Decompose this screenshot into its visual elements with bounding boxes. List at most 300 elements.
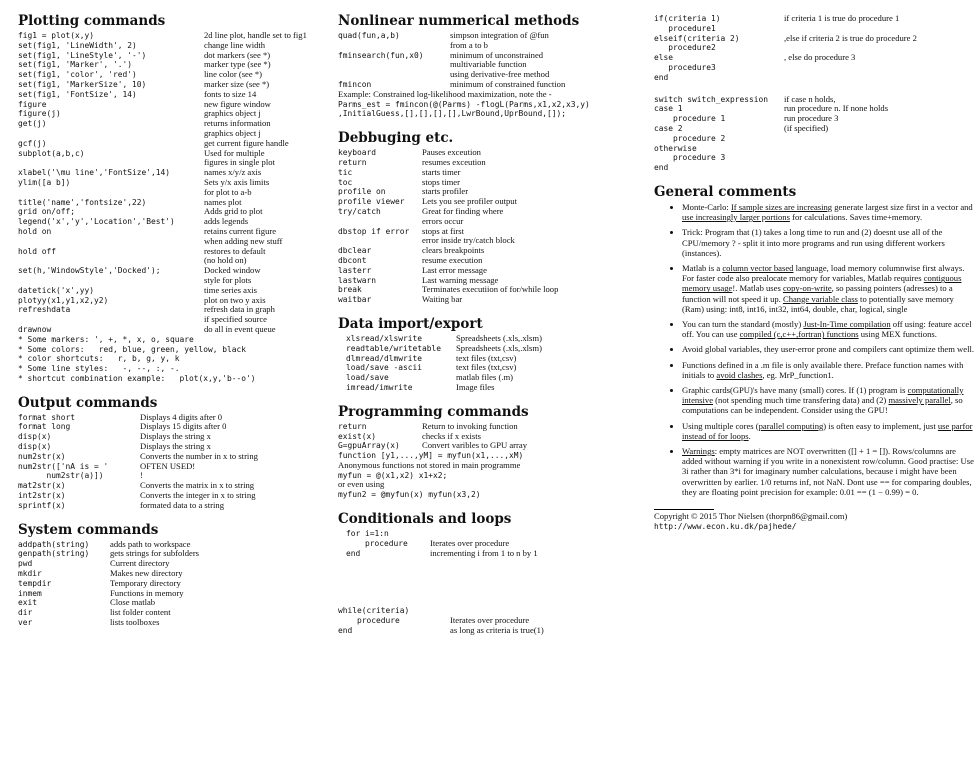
command-description: time series axis bbox=[204, 284, 257, 295]
command-code bbox=[18, 237, 204, 247]
note-line: * Some colors: red, blue, green, yellow, black bbox=[18, 344, 247, 354]
debug-table bbox=[338, 148, 638, 305]
command-description: dot markers (see *) bbox=[204, 49, 271, 60]
command-row bbox=[18, 256, 336, 266]
command-row bbox=[18, 237, 336, 247]
command-row bbox=[654, 53, 974, 63]
comment-item: • Warnings: empty matrices are NOT overwritten ([] + 1 = []). Rows/columns are added without warning if you write in a nonexistent row/column. Good practise: Use 3i rather than 3*i for imaginary number calculations, because i might have been overwritten by earlier. 1/0 returns inf, not NaN. Dont use == for comparing doubles, they are floating point precision for example: 0.01 == (1 − 0.99) = 0. bbox=[682, 446, 974, 497]
command-description: adds path to workspace bbox=[110, 538, 191, 549]
command-code: procedure bbox=[338, 616, 400, 626]
command-description: from a to b bbox=[450, 39, 488, 50]
command-code: get(j) bbox=[18, 119, 47, 129]
section-output bbox=[18, 396, 336, 511]
command-row bbox=[18, 168, 336, 178]
command-row bbox=[338, 626, 638, 636]
command-description: Used for multiple bbox=[204, 147, 265, 158]
command-description: new figure window bbox=[204, 98, 271, 109]
command-row bbox=[338, 422, 638, 432]
command-row bbox=[338, 158, 638, 168]
command-code: dbclear bbox=[338, 246, 372, 256]
command-code: else bbox=[654, 53, 674, 63]
command-description: adds legends bbox=[204, 216, 249, 227]
command-code: end bbox=[338, 626, 353, 636]
command-description: OFTEN USED! bbox=[140, 460, 196, 471]
command-code: tic bbox=[338, 167, 353, 177]
command-description: lists toolboxes bbox=[110, 617, 160, 628]
comment-item: • Trick: Program that (1) takes a long time to run and (2) doesnt use all of the CPU/memory ? - split it into more programs and run using different workers (instances). bbox=[682, 227, 974, 258]
command-code bbox=[18, 158, 204, 168]
command-code: waitbar bbox=[338, 295, 372, 305]
command-row bbox=[18, 598, 336, 608]
command-description: Return to invoking function bbox=[422, 420, 518, 431]
command-row bbox=[18, 60, 336, 70]
command-code: mkdir bbox=[18, 569, 42, 579]
command-code: title('name','fontsize',22) bbox=[18, 197, 147, 207]
anon-or-using: or even using bbox=[338, 479, 385, 490]
column-right bbox=[654, 14, 974, 532]
command-row bbox=[338, 295, 638, 305]
command-code: end bbox=[654, 72, 669, 82]
command-code: refreshdata bbox=[18, 305, 71, 315]
command-code: quad(fun,a,b) bbox=[338, 31, 400, 40]
command-description: run procedure n. If none holds bbox=[784, 103, 889, 114]
command-description: (if specified) bbox=[784, 122, 829, 133]
command-row bbox=[18, 80, 336, 90]
command-description: Close matlab bbox=[110, 597, 156, 608]
command-code bbox=[18, 276, 204, 286]
command-code: hold off bbox=[18, 246, 57, 256]
command-description: as long as criteria is true(1) bbox=[450, 625, 544, 636]
command-code: format long bbox=[18, 422, 71, 432]
command-description: checks if x exists bbox=[422, 430, 481, 441]
section-programming bbox=[338, 405, 638, 500]
command-code: grid on/off; bbox=[18, 207, 76, 217]
command-code: while(criteria) bbox=[338, 606, 410, 616]
command-code: exist(x) bbox=[338, 431, 377, 441]
command-code: sprintf(x) bbox=[18, 500, 66, 510]
command-code: plotyy(x1,y1,x2,y2) bbox=[18, 295, 109, 305]
command-code: num2str(['nA is = ' bbox=[18, 461, 109, 471]
command-code: lastwarn bbox=[338, 275, 377, 285]
command-description: when adding new stuff bbox=[204, 235, 283, 246]
command-code bbox=[18, 315, 204, 325]
command-row bbox=[18, 227, 336, 237]
command-code: keyboard bbox=[338, 148, 377, 158]
command-row bbox=[18, 158, 336, 168]
section-switch bbox=[654, 95, 974, 173]
command-code: ylim([a b]) bbox=[18, 177, 71, 187]
command-row bbox=[654, 124, 974, 134]
copyright-text: Copyright © 2015 Thor Nielsen (thorpn86@gmail.com) bbox=[654, 511, 848, 522]
command-description: resume execution bbox=[422, 254, 483, 265]
command-row bbox=[338, 178, 638, 188]
command-code: profile on bbox=[338, 187, 386, 197]
command-description: Docked window bbox=[204, 265, 261, 276]
command-code: load/save -ascii bbox=[346, 363, 423, 373]
command-code: procedure 3 bbox=[654, 153, 726, 163]
command-code: end bbox=[654, 163, 669, 173]
command-row bbox=[338, 549, 638, 559]
command-code: if(criteria 1) bbox=[654, 14, 721, 23]
command-description: minimum of constrained function bbox=[450, 78, 566, 89]
command-row bbox=[18, 90, 336, 100]
command-description: restores to default bbox=[204, 245, 266, 256]
note-line: * Some markers: ', +, *, x, o, square bbox=[18, 334, 194, 344]
while-loop-table bbox=[338, 606, 638, 635]
command-description: retains current figure bbox=[204, 225, 277, 236]
command-description: (no hold on) bbox=[204, 255, 247, 266]
command-description: starts timer bbox=[422, 166, 461, 177]
command-description: Spreadsheets (.xls,.xlsm) bbox=[456, 332, 542, 343]
command-row bbox=[18, 549, 336, 559]
command-description: run procedure 3 bbox=[784, 113, 839, 124]
section-if bbox=[654, 14, 974, 83]
command-code: dbstop if error bbox=[338, 226, 410, 236]
command-row bbox=[338, 236, 638, 246]
command-description: Last error message bbox=[422, 264, 487, 275]
command-description: simpson integration of @fun bbox=[450, 30, 549, 40]
command-description: Converts the matrix in x to string bbox=[140, 480, 255, 491]
command-description: incrementing i from 1 to n by 1 bbox=[430, 547, 538, 558]
command-code: elseif(criteria 2) bbox=[654, 33, 740, 43]
fmincon-example-text: Example: Constrained log-likelihood maximization, note the - bbox=[338, 88, 552, 99]
command-code bbox=[18, 129, 204, 139]
command-row bbox=[338, 441, 638, 451]
section-title-conditionals: Conditionals and loops bbox=[338, 511, 512, 528]
section-title-plotting: Plotting commands bbox=[18, 13, 166, 29]
fmincon-example-code-2: ,InitialGuess,[],[],[],[],LwrBound,UprBound,[]); bbox=[338, 109, 567, 119]
command-row bbox=[654, 153, 974, 163]
command-code bbox=[338, 70, 450, 80]
command-description: text files (txt,csv) bbox=[456, 352, 517, 363]
column-middle bbox=[338, 14, 638, 648]
command-description: 2d line plot, handle set to fig1 bbox=[204, 30, 307, 40]
command-code: break bbox=[338, 285, 362, 295]
command-code: switch switch_expression bbox=[654, 94, 769, 104]
command-description: list folder content bbox=[110, 607, 171, 618]
command-code: G=gpuArray(x) bbox=[338, 441, 400, 451]
command-code: xlsread/xlswrite bbox=[346, 333, 423, 343]
command-description: for plot to a-b bbox=[204, 186, 252, 197]
command-code: figure bbox=[18, 99, 47, 109]
command-code bbox=[18, 256, 204, 266]
command-description: returns information bbox=[204, 118, 271, 129]
command-row bbox=[18, 41, 336, 51]
anon-functions-note: Anonymous functions not stored in main programme bbox=[338, 459, 521, 470]
command-row bbox=[338, 256, 638, 266]
command-code: datetick('x',yy) bbox=[18, 285, 95, 295]
command-description: if criteria 1 is true do procedure 1 bbox=[784, 13, 900, 23]
command-row bbox=[18, 266, 336, 276]
command-row bbox=[654, 63, 974, 73]
command-row bbox=[338, 285, 638, 295]
if-table bbox=[654, 14, 974, 83]
section-title-nonlinear: Nonlinear nummerical methods bbox=[338, 13, 580, 29]
command-description: Makes new directory bbox=[110, 568, 183, 579]
command-description: marker size (see *) bbox=[204, 78, 270, 89]
command-row bbox=[18, 207, 336, 217]
command-code: num2str(x) bbox=[18, 451, 66, 461]
command-row bbox=[654, 163, 974, 173]
section-title-programming: Programming commands bbox=[338, 403, 529, 420]
command-row bbox=[18, 286, 336, 296]
command-description: errors occur bbox=[422, 215, 464, 226]
command-code: fmincon bbox=[338, 79, 372, 89]
system-table bbox=[18, 540, 336, 628]
author-url: http://www.econ.ku.dk/pajhede/ bbox=[654, 521, 797, 531]
command-description: Displays the string x bbox=[140, 441, 211, 452]
command-description: Converts the number in x to string bbox=[140, 450, 258, 461]
command-description: marker type (see *) bbox=[204, 59, 271, 70]
command-description: fonts to size 14 bbox=[204, 88, 257, 99]
command-description: Waiting bar bbox=[422, 294, 463, 305]
command-code: profile viewer bbox=[338, 197, 405, 207]
command-description: graphics object j bbox=[204, 127, 261, 138]
command-description: line color (see *) bbox=[204, 69, 262, 80]
command-code: function [y1,...,yM] = myfun(x1,...,xM) bbox=[338, 451, 524, 461]
command-description: Spreadsheets (.xls,.xlsm) bbox=[456, 342, 542, 353]
command-code bbox=[338, 236, 422, 246]
command-description: minimum of unconstrained bbox=[450, 49, 544, 60]
section-title-system: System commands bbox=[18, 521, 159, 538]
command-row bbox=[18, 217, 336, 227]
section-title-debugging: Debbuging etc. bbox=[338, 130, 454, 147]
command-row bbox=[18, 305, 336, 315]
output-table bbox=[18, 413, 336, 511]
command-row bbox=[338, 148, 638, 158]
command-description: Displays the string x bbox=[140, 431, 211, 442]
switch-table bbox=[654, 95, 974, 173]
command-code: otherwise bbox=[654, 143, 697, 153]
comment-item: • Using multiple cores (parallel computing) is often easy to implement, just use parfor instead of for loops. bbox=[682, 421, 974, 441]
comment-item: • Functions defined in a .m file is only available there. Preface function names with initials to avoid clashes, eg. MrP_function1. bbox=[682, 360, 974, 380]
command-code: hold on bbox=[18, 226, 52, 236]
command-code: procedure bbox=[346, 538, 408, 548]
section-conditionals bbox=[338, 512, 638, 636]
section-title-output: Output commands bbox=[18, 394, 158, 411]
command-code: set(fig1, 'LineWidth', 2) bbox=[18, 40, 137, 50]
command-code: num2str(a)]) bbox=[18, 471, 104, 481]
anon-example-2: myfun2 = @myfun(x) myfun(x3,2) bbox=[338, 490, 481, 500]
command-code: fminsearch(fun,x0) bbox=[338, 50, 424, 60]
command-description: names x/y/z axis bbox=[204, 167, 262, 178]
command-description: matlab files (.m) bbox=[456, 372, 514, 383]
command-row bbox=[338, 217, 638, 227]
comment-item: • Graphic cards(GPU)'s have many (small) cores. If (1) program is computationally intensive (not spending much time transfering data) and (2) massively parallel, so computations can be independent. Consider using the GPU! bbox=[682, 385, 974, 416]
command-code: pwd bbox=[18, 559, 33, 569]
command-code: procedure3 bbox=[654, 62, 716, 72]
command-code: addpath(string) bbox=[18, 539, 90, 549]
command-code: try/catch bbox=[338, 206, 381, 216]
command-description: graphics object j bbox=[204, 108, 261, 119]
comment-item: • Avoid global variables, they user-error prone and compilers cant optimize them well. bbox=[682, 344, 974, 354]
comment-item: • Matlab is a column vector based language, load memory columnwise first always. For faster code also prealocate memory for variables, Matlab requires contiguous memory usage!. Matlab uses copy-on-write, so passing pointers (adresses) to a function will not speed it up. Change variable class to potentially save memory (Ram) using: int8, int16, int32, int64, double, char, logical, single bbox=[682, 263, 974, 314]
plotting-table bbox=[18, 31, 336, 335]
command-row bbox=[18, 296, 336, 306]
command-code: disp(x) bbox=[18, 442, 52, 452]
command-row bbox=[18, 51, 336, 61]
command-code: gcf(j) bbox=[18, 138, 47, 148]
command-description: Adds grid to plot bbox=[204, 206, 263, 217]
section-debugging bbox=[338, 131, 638, 305]
command-code: fig1 = plot(x,y) bbox=[18, 31, 95, 40]
command-description: names plot bbox=[204, 196, 242, 207]
section-plotting bbox=[18, 14, 336, 384]
command-code: mat2str(x) bbox=[18, 481, 66, 491]
command-row bbox=[654, 14, 974, 24]
anon-example-1: myfun = @(x1,x2) x1+x2; bbox=[338, 470, 448, 480]
section-system bbox=[18, 523, 336, 628]
command-row bbox=[18, 31, 336, 41]
command-code: set(fig1, 'Marker', '.') bbox=[18, 60, 133, 70]
command-code: drawnow bbox=[18, 324, 52, 334]
command-row bbox=[654, 144, 974, 154]
command-code: dir bbox=[18, 608, 33, 618]
command-description: ,else if criteria 2 is true do procedure 2 bbox=[784, 32, 917, 43]
command-code: return bbox=[338, 157, 367, 167]
command-code: case 2 bbox=[654, 123, 683, 133]
command-description: Displays 4 digits after 0 bbox=[140, 411, 223, 422]
command-row bbox=[18, 462, 336, 472]
command-description: multivariable function bbox=[450, 59, 527, 70]
command-description: gets strings for subfolders bbox=[110, 548, 200, 559]
general-comments-list bbox=[654, 202, 974, 497]
command-description: text files (txt,csv) bbox=[456, 362, 517, 373]
command-row bbox=[18, 589, 336, 599]
command-code: exit bbox=[18, 598, 38, 608]
command-code: ver bbox=[18, 618, 33, 628]
command-description: figures in single plot bbox=[204, 157, 275, 168]
command-row bbox=[18, 100, 336, 110]
command-row bbox=[18, 501, 336, 511]
command-code: for i=1:n bbox=[346, 529, 389, 539]
command-row bbox=[18, 70, 336, 80]
command-description: Terminates executiion of for/while loop bbox=[422, 284, 559, 295]
command-row bbox=[18, 608, 336, 618]
command-row bbox=[338, 168, 638, 178]
command-code bbox=[338, 60, 450, 70]
for-loop-table bbox=[338, 529, 638, 558]
command-row bbox=[18, 188, 336, 198]
programming-table bbox=[338, 422, 638, 461]
command-description: error inside try/catch block bbox=[422, 235, 515, 246]
command-row bbox=[18, 315, 336, 325]
command-code: load/save bbox=[346, 373, 389, 383]
command-row bbox=[18, 198, 336, 208]
command-description: Functions in memory bbox=[110, 587, 184, 598]
command-description: Current directory bbox=[110, 558, 170, 569]
command-code: set(fig1, 'color', 'red') bbox=[18, 70, 137, 80]
section-dataio bbox=[338, 317, 638, 393]
section-nonlinear bbox=[338, 14, 638, 119]
column-left bbox=[18, 14, 336, 640]
command-code: inmem bbox=[18, 588, 42, 598]
command-description: get current figure handle bbox=[204, 137, 289, 148]
command-row bbox=[18, 618, 336, 628]
command-row bbox=[18, 149, 336, 159]
command-row bbox=[18, 276, 336, 286]
command-description: if case n holds, bbox=[784, 93, 836, 104]
command-code: readtable/writetable bbox=[346, 343, 442, 353]
command-description: refresh data in graph bbox=[204, 304, 275, 315]
command-code: dlmread/dlmwrite bbox=[346, 353, 423, 363]
command-description: formated data to a string bbox=[140, 499, 224, 510]
command-row bbox=[654, 73, 974, 83]
command-code: imread/imwrite bbox=[346, 382, 413, 392]
command-code: procedure 2 bbox=[654, 133, 726, 143]
command-description: Iterates over procedure bbox=[430, 537, 510, 548]
section-title-dataio: Data import/export bbox=[338, 315, 483, 332]
command-row bbox=[338, 31, 638, 41]
command-code: procedure2 bbox=[654, 43, 716, 53]
command-description: Temporary directory bbox=[110, 577, 181, 588]
command-description: style for plots bbox=[204, 274, 252, 285]
command-code bbox=[18, 188, 204, 198]
command-description: stops at first bbox=[422, 225, 465, 236]
command-description: starts profiler bbox=[422, 186, 469, 197]
command-code: subplot(a,b,c) bbox=[18, 148, 85, 158]
command-code: return bbox=[338, 421, 367, 431]
command-code: figure(j) bbox=[18, 109, 61, 119]
command-code bbox=[338, 41, 450, 51]
command-code: legend('x','y','Location','Best') bbox=[18, 217, 175, 227]
command-description: change line width bbox=[204, 39, 266, 50]
section-general bbox=[654, 185, 974, 497]
command-code bbox=[338, 217, 422, 227]
comment-item: • You can turn the standard (mostly) Just-In-Time compilation off using: feature accel off. You can use compiled (c,c++,fortran) functions using MEX functions. bbox=[682, 319, 974, 339]
command-code: genpath(string) bbox=[18, 549, 90, 559]
command-description: Image files bbox=[456, 381, 495, 392]
command-description: Last warning message bbox=[422, 274, 499, 285]
command-code: toc bbox=[338, 177, 353, 187]
command-row bbox=[18, 325, 336, 335]
command-code: format short bbox=[18, 412, 76, 422]
command-code: set(h,'WindowStyle','Docked'); bbox=[18, 266, 161, 276]
command-description: plot on two y axis bbox=[204, 294, 266, 305]
command-row bbox=[18, 139, 336, 149]
command-code: xlabel('\mu line','FontSize',14) bbox=[18, 168, 171, 178]
dataio-table bbox=[338, 334, 638, 393]
command-row bbox=[18, 119, 336, 129]
command-code: set(fig1, 'LineStyle', '-') bbox=[18, 50, 147, 60]
command-code: end bbox=[346, 548, 361, 558]
command-code: procedure1 bbox=[654, 23, 716, 33]
command-description: Converts the integer in x to string bbox=[140, 490, 256, 501]
command-code: dbcont bbox=[338, 255, 367, 265]
command-row bbox=[18, 109, 336, 119]
command-description: clears breakpoints bbox=[422, 245, 485, 256]
command-description: Displays 15 digits after 0 bbox=[140, 421, 227, 432]
note-line: * color shortcuts: r, b, g, y, k bbox=[18, 354, 180, 364]
nonlinear-table bbox=[338, 31, 638, 90]
section-title-general: General comments bbox=[654, 183, 797, 200]
command-row bbox=[654, 134, 974, 144]
note-line: * shortcut combination example: plot(x,y,'b--o') bbox=[18, 373, 256, 383]
command-code: case 1 bbox=[654, 104, 683, 114]
command-row bbox=[18, 247, 336, 257]
command-description: do all in event queue bbox=[204, 323, 276, 334]
comment-item: • Monte-Carlo: If sample sizes are increasing generate largest size first in a vector and use increasingly larger portions for calculations. Saves time+memory. bbox=[682, 202, 974, 222]
command-description: , else do procedure 3 bbox=[784, 52, 856, 63]
command-row bbox=[18, 178, 336, 188]
command-code: int2str(x) bbox=[18, 491, 66, 501]
command-description: ! bbox=[140, 470, 143, 481]
command-description: Great for finding where bbox=[422, 205, 504, 216]
plotting-notes bbox=[18, 335, 336, 384]
command-code: procedure 1 bbox=[654, 114, 726, 124]
command-description: Sets y/x axis limits bbox=[204, 176, 270, 187]
command-description: using derivative-free method bbox=[450, 69, 550, 80]
